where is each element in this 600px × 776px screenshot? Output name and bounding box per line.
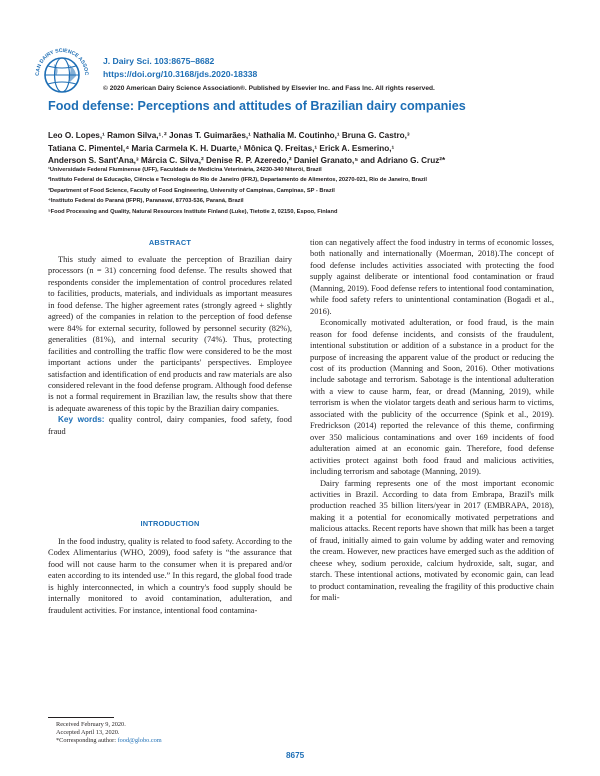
copyright-line: © 2020 American Dairy Science Association®. Published by Elsevier Inc. and Fass Inc. All rights reserved. [103,85,435,92]
abstract-text: This study aimed to evaluate the perception of Brazilian dairy processors (n = 31) concerning food defense. The results showed that respondents consider the implementation of control procedures related to facilities, products, materials, and individuals as important measures in food defense. The higher agreement rates (strongly agreed + slightly agreed) of the companies in relation to the perception of food defense were 84% for external security, followed by personnel security (82%), generalities (81%), and internal security (74%). Thus, protecting facilities and controlling the traffic flow were considered to be the most important actions under the participants' perspectives. Employee satisfaction and identification of end products and raw materials are also considered relevant in the food defense program. Although food defense is not a formal requirement in Brazilian law, the results show that there is adequate awareness of this topic by the Brazilian dairy companies. [48,255,292,413]
footnotes [56,721,162,745]
journal-citation: J. Dairy Sci. 103:8675–8682 [103,56,215,66]
doi-link[interactable]: https://doi.org/10.3168/jds.2020-18338 [103,69,258,79]
paragraph: Dairy farming represents one of the most important economic activities in Brazil. According to data from Embrapa, Brazil's milk production reached 35 billion liters/year in 2017 (EMBRAPA, 2018), making it a potential for economically motivated perpetrations and malicious attacks. Recent reports have shown that milk has been a target of fraud, initially aimed to gain volume by adding water and removing the cream. However, new practices have emerged such as the addition of cheese whey, sodium peroxide, calcium hydroxide, salt, sugar, and starch. These intentional actions, motivated by economic gain, can lead to product contamination, revealing the fragility of this productive chain for mali- [310,478,554,603]
globe-icon [32,46,92,104]
affiliations [48,165,588,217]
adsa-logo [32,46,92,104]
introduction-body [48,536,292,616]
keywords-label: Key words: [58,415,105,425]
authors-line: Tatiana C. Pimentel,⁴ Maria Carmela K. H. Duarte,¹ Mônica Q. Freitas,¹ Erick A. Esmerino,¹ [48,143,395,153]
affiliation: ⁴Instituto Federal do Paraná (IFPR), Paranavaí, 87703-536, Paraná, Brazil [48,198,244,205]
introduction-heading: INTRODUCTION [140,519,200,528]
email-link[interactable]: food@globo.com [117,736,162,744]
paragraph: In the food industry, quality is related to food safety. According to the Codex Alimentarius (WHO, 2009), food safety is “the assurance that food will not cause harm to the consumer when it is prepared and/or eaten according to its intended use.” In this regard, the global food trade is highly interconnected, in which a country's food supply should be internally monitored to avoid contamination, adulteration, and fraudulent activities. For instance, intentional food contamina- [48,537,292,615]
authors-line: Anderson S. Sant'Ana,³ Márcia C. Silva,² Denise R. P. Azeredo,² Daniel Granato,⁵ and Adriano G. Cruz²* [48,156,446,165]
affiliation: ¹Universidade Federal Fluminense (UFF), Faculdade de Medicina Veterinária, 24230-340 Niterói, Brazil [48,167,322,173]
svg-text:AMERICAN DAIRY SCIENCE ASSOCIA: CAN DAIRY SCIENCE ASSOC [34,47,90,76]
footnote-divider [48,717,114,718]
affiliation: ²Instituto Federal de Educação, Ciência e Tecnologia do Rio de Janeiro (IFRJ), Departamento de Alimentos, 20270-021, Rio de Janeiro, Brazil [48,177,427,184]
abstract-body [48,254,292,437]
accepted-date: Accepted April 13, 2020. [56,728,120,736]
corresponding-author [56,737,162,745]
corresponding-label: *Corresponding author: [56,736,118,744]
affiliation: ⁵Food Processing and Quality, Natural Resources Institute Finland (Luke), Tietotie 2, 02150, Espoo, Finland [48,208,338,215]
authors-line: Leo O. Lopes,¹ Ramon Silva,¹˒² Jonas T. Guimarães,¹ Nathalia M. Coutinho,¹ Bruna G. Castro,³ [48,131,410,140]
affiliation: ³Department of Food Science, Faculty of Food Engineering, University of Campinas, Campinas, SP - Brazil [48,187,335,194]
article-title: Food defense: Perceptions and attitudes of Brazilian dairy companies [48,99,466,113]
received-date: Received February 9, 2020. [56,721,126,728]
abstract-heading: ABSTRACT [148,238,192,247]
keywords-text: quality control, dairy companies, food safety, food fraud [48,415,292,436]
keywords [48,414,292,437]
paragraph: Economically motivated adulteration, or food fraud, is the main reason for food defense incidents, and consists of the fraudulent, intentional substitution or addition of a substance in a product for the purpose of increasing the apparent value of the product or reducing the cost of its production (Manning and Soon, 2016). Other motivations include sabotage and terrorism. Sabotage is the intentional adulteration with a view to cause harm, fear, or dread (Manning, 2019), while terrorism is when the violator targets death and serious harm to victims, associated with the publicity of the occurrence (Spink et al., 2019). Fredrickson (2014) reported the relevance of this theme, confirming over 350 malicious contaminations and over 169 incidents of food adulteration aimed at an economic gain. Therefore, food defense activities protect against both food fraud and malicious activities, including terrorism and sabotage (Manning, 2019). [310,318,554,477]
author-list [48,130,568,168]
right-column [310,237,554,604]
paragraph: tion can negatively affect the food industry in terms of economic losses, both nationally and internationally (Moerman, 2018).The concept of food defense includes activities associated with protecting the food supply against deliberate or intentional food contamination or fraud (Manning, 2019). Food defense refers to intentional food contamination, while food safety refers to unintentional contamination (Bogadi et al., 2016). [310,238,554,316]
page-number: 8675 [286,751,305,760]
